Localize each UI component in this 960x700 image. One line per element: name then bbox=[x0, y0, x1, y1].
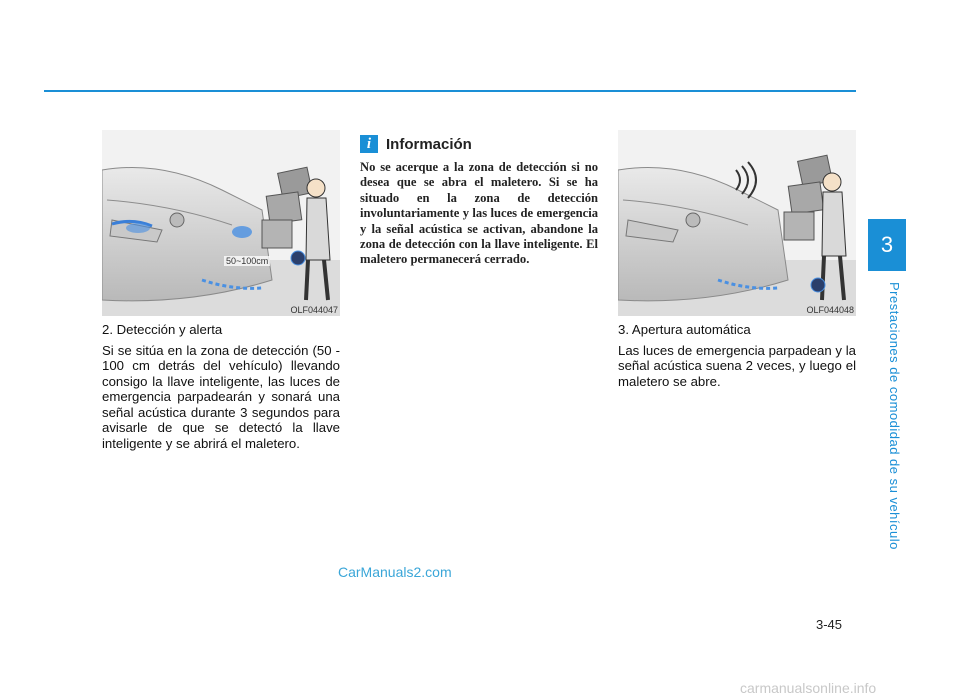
distance-label: 50~100cm bbox=[226, 256, 269, 266]
info-header bbox=[360, 134, 598, 154]
chapter-title: Prestaciones de comodidad de su vehículo bbox=[887, 282, 902, 550]
info-body: No se acerque a la zona de detección si no desea que se abra el maletero. Si se ha situado en la zona de detección involuntariamente y las luces de emergencia y la señal acústica se activan, abandone la zona de detección con la llave inteligente. El maletero permanecerá cerrado. bbox=[360, 160, 598, 267]
site-watermark: carmanualsonline.info bbox=[740, 680, 877, 696]
header-rule bbox=[44, 90, 856, 92]
info-box bbox=[360, 134, 598, 268]
info-title: Información bbox=[386, 135, 472, 153]
car-rear-person-sound-illustration bbox=[618, 130, 856, 316]
figure-code: OLF044048 bbox=[806, 305, 854, 315]
section-heading: 2. Detección y alerta bbox=[102, 322, 223, 337]
chapter-number: 3 bbox=[880, 232, 894, 257]
section-body: Las luces de emergencia parpadean y la señal acústica suena 2 veces, y luego el maletero se abre. bbox=[618, 342, 856, 389]
page-number: 3-45 bbox=[816, 617, 843, 632]
watermark-link[interactable]: CarManuals2.com bbox=[338, 564, 452, 580]
figure-code: OLF044047 bbox=[290, 305, 338, 315]
chapter-tab[interactable] bbox=[868, 219, 906, 271]
section-detection-alert bbox=[102, 322, 340, 455]
info-icon: i bbox=[360, 135, 378, 153]
section-automatic-opening bbox=[618, 322, 856, 393]
section-heading: 3. Apertura automática bbox=[618, 322, 751, 337]
car-rear-person-illustration bbox=[102, 130, 340, 316]
figure-automatic-opening bbox=[618, 130, 856, 316]
figure-detection-alert bbox=[102, 130, 340, 316]
section-body: Si se sitúa en la zona de detección (50 - 100 cm detrás del vehículo) llevando consigo la llave inteligente, las luces de emergencia parpadearán y sonará una señal acústica durante 3 segundos para avisarle de que se detectó la llave inteligente y se abrirá el maletero. bbox=[102, 342, 340, 451]
